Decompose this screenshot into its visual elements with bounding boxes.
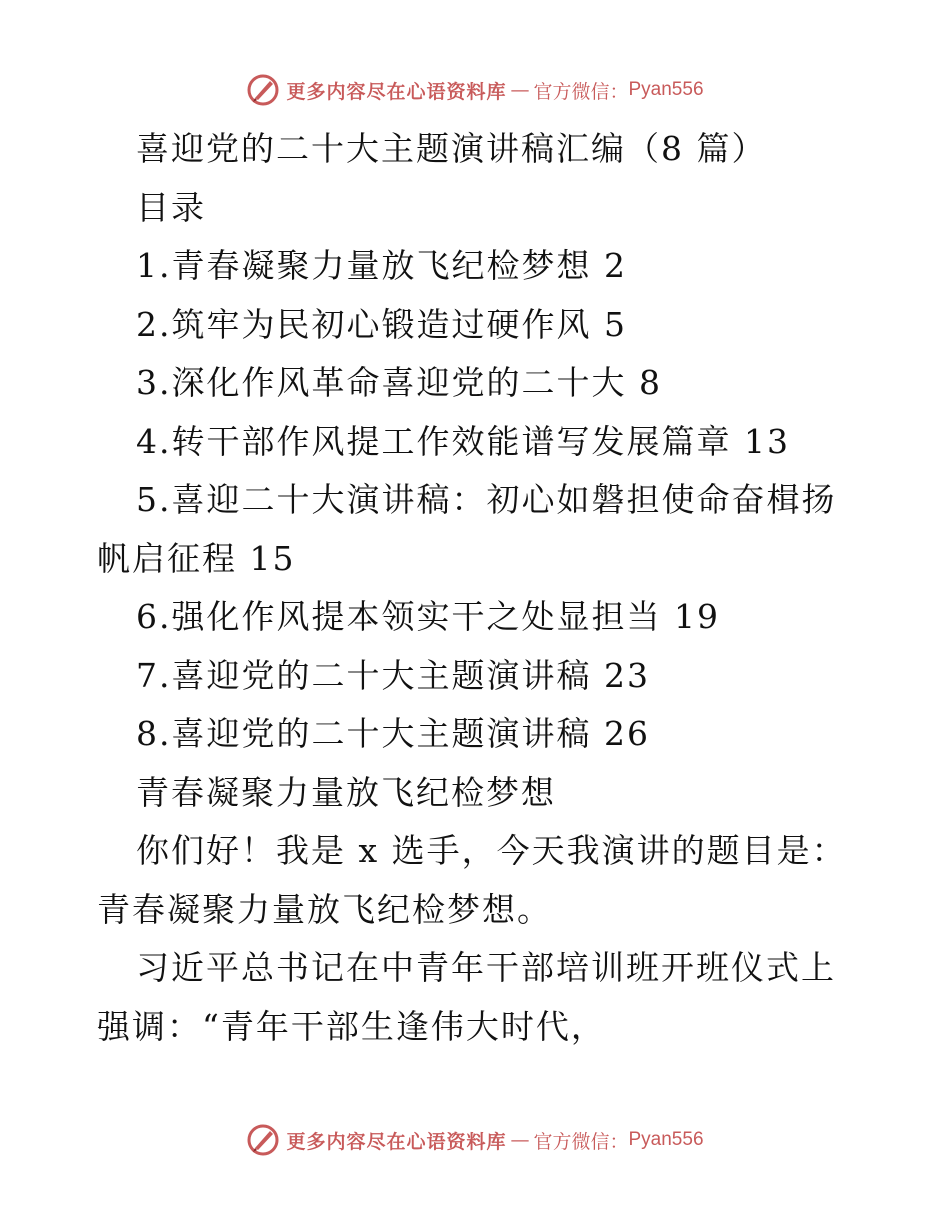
document-title: 喜迎党的二十大主题演讲稿汇编（8 篇）: [136, 129, 767, 168]
header-separator: —: [510, 79, 530, 101]
footer-wechat-id: Pyan556: [628, 1129, 704, 1150]
document-body: [97, 120, 857, 1056]
quill-pen-logo-icon: [246, 1123, 280, 1157]
toc-item: 4.转干部作风提工作效能谱写发展篇章 13: [136, 421, 790, 461]
toc-item: 3.深化作风革命喜迎党的二十大 8: [136, 363, 662, 402]
toc-item: 1.青春凝聚力量放飞纪检梦想 2: [136, 246, 627, 285]
header-banner: [0, 70, 950, 110]
toc-heading: 目录: [136, 187, 206, 227]
header-wechat-id: Pyan556: [628, 79, 704, 100]
toc-item: 8.喜迎党的二十大主题演讲稿 26: [136, 714, 650, 753]
footer-wechat-label: 官方微信：: [533, 1130, 629, 1153]
header-site-text: 更多内容尽在心语资料库: [286, 80, 507, 103]
toc-item: 2.筑牢为民初心锻造过硬作风 5: [136, 304, 627, 344]
toc-item: 6.强化作风提本领实干之处显担当 19: [136, 597, 720, 636]
toc-item: 5.喜迎二十大演讲稿：初心如磐担使命奋楫扬帆启征程 15: [97, 480, 837, 578]
footer-site-text: 更多内容尽在心语资料库: [286, 1130, 507, 1153]
section-title: 青春凝聚力量放飞纪检梦想: [136, 772, 556, 812]
quill-pen-logo-icon: [246, 73, 280, 107]
footer-banner: [0, 1120, 950, 1160]
toc-item: 7.喜迎党的二十大主题演讲稿 23: [136, 655, 650, 695]
body-paragraph: 你们好！我是 x 选手，今天我演讲的题目是：青春凝聚力量放飞纪检梦想。: [97, 831, 847, 929]
header-wechat-label: 官方微信：: [533, 80, 629, 103]
body-paragraph: 习近平总书记在中青年干部培训班开班仪式上强调：“青年干部生逢伟大时代，: [97, 948, 836, 1046]
footer-separator: —: [510, 1129, 530, 1151]
